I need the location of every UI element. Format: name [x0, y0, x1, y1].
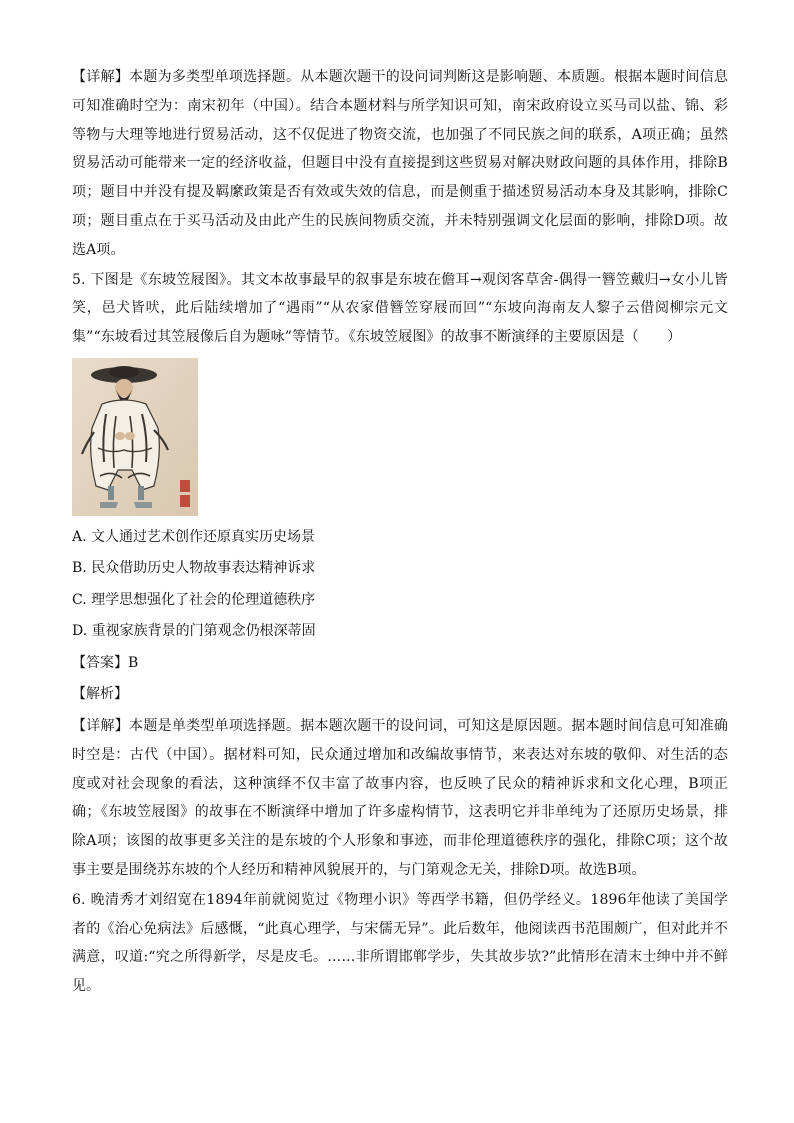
question-6-stem: 6. 晚清秀才刘绍宽在1894年前就阅览过《物理小识》等西学书籍，但仍学经义。1896年他读了美国学者的《治心免病法》后感慨，“此真心理学，与宋儒无异”。此后数年，他阅读西书范围颇广，但对此并不满意，叹道:“究之所得新学，尽是皮毛。……非所谓邯郸学步，失其故步欤?”此情形在清末士绅中并不鲜见。	[72, 891, 728, 995]
question-5-option-c: C. 理学思想强化了社会的伦理道德秩序	[72, 591, 316, 608]
question-5-option-a: A. 文人通过艺术创作还原真实历史场景	[72, 528, 316, 545]
question-5-stem: 5. 下图是《东坡笠屐图》。其文本故事最早的叙事是东坡在儋耳→观闵客草舍-偶得一簪笠戴归→女小儿皆笑，邑犬皆吠，此后陆续增加了“遇雨”“从农家借簪笠穿屐而回”“东坡向海南友人黎子云借阅柳宗元文集”“东坡看过其笠屐像后自为题咏”等情节。《东坡笠屐图》的故事不断演绎的主要原因是（ ）	[72, 271, 728, 346]
dongpo-painting-image	[72, 358, 198, 516]
question-5-answer: 【答案】B	[72, 654, 139, 671]
question-5-option-d: D. 重视家族背景的门第观念仍根深蒂固	[72, 623, 316, 640]
question-5-analysis-label: 【解析】	[72, 686, 128, 703]
detail-paragraph-q4: 【详解】本题为多类型单项选择题。从本题次题干的设问词判断这是影响题、本质题。根据本题时间信息可知准确时空为：南宋初年（中国）。结合本题材料与所学知识可知，南宋政府设立买马司以盐、锦、彩等物与大理等地进行贸易活动，这不仅促进了物资交流，也加强了不同民族之间的联系，A项正确；虽然贸易活动可能带来一定的经济收益，但题目中没有直接提到这些贸易对解决财政问题的具体作用，排除B项；题目中并没有提及羁縻政策是否有效或失效的信息，而是侧重于描述贸易活动本身及其影响，排除C项；题目重点在于买马活动及由此产生的民族间物质交流，并未特别强调文化层面的影响，排除D项。故选A项。	[72, 69, 728, 258]
question-5-option-b: B. 民众借助历史人物故事表达精神诉求	[72, 560, 316, 577]
document-page	[72, 63, 728, 1001]
detail-paragraph-q5: 【详解】本题是单类型单项选择题。据本题次题干的设问词，可知这是原因题。据本题时间信息可知准确时空是：古代（中国）。据材料可知，民众通过增加和改编故事情节，来表达对东坡的敬仰、对生活的态度或对社会现象的看法，这种演绎不仅丰富了故事内容，也反映了民众的精神诉求和文化心理，B项正确；《东坡笠屐图》的故事在不断演绎中增加了许多虚构情节，这表明它并非单纯为了还原历史场景，排除A项；该图的故事更多关注的是东坡的个人形象和事迹，而非伦理道德秩序的强化，排除C项；这个故事主要是围绕苏东坡的个人经历和精神风貌展开的，与门第观念无关，排除D项。故选B项。	[72, 717, 728, 878]
